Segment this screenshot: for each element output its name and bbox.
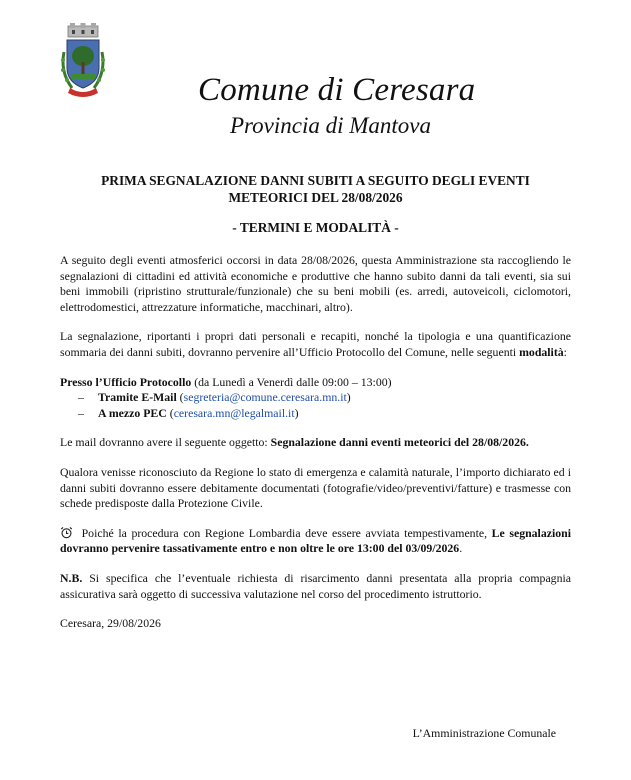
office-line (60, 375, 571, 391)
contact-email-item (60, 390, 571, 406)
office-hours: (da Lunedì a Venerdì dalle 09:00 – 13:00) (191, 374, 392, 389)
nb-text: Si specifica che l’eventuale richiesta di risarcimento danni presentata alla propria compagnia assicurativa sarà oggetto di successiva valutazione nel corso del procedimento istruttorio. (60, 570, 571, 601)
modalities-paragraph (60, 329, 571, 360)
notice-heading-line1: PRIMA SEGNALAZIONE DANNI SUBITI A SEGUITO DEGLI EVENTI (101, 173, 530, 188)
notice-heading-line2: METEORICI DEL 28/08/2026 (228, 190, 403, 205)
list-dash: – (78, 405, 84, 420)
paren-close: ) (346, 390, 351, 405)
mail-subject-paragraph (60, 435, 571, 451)
deadline-text: Poiché la procedura con Regione Lombardia deve essere avviata tempestivamente, (77, 525, 492, 540)
contact-pec-label: A mezzo PEC (98, 405, 167, 420)
contact-list (60, 390, 571, 421)
list-dash: – (78, 390, 84, 405)
paren-close: ) (294, 405, 299, 420)
modalities-end: : (563, 344, 567, 359)
paren-open: ( (166, 405, 174, 420)
nb-label: N.B. (60, 570, 83, 585)
mail-subject-text: Le mail dovranno avere il seguente oggetto: (60, 435, 271, 450)
mail-subject-bold: Segnalazione danni eventi meteorici del 28/08/2026. (270, 435, 529, 450)
modalities-text: La segnalazione, riportanti i propri dati personali e recapiti, nonché la tipologia e una quantificazione sommaria dei danni subiti, dovranno pervenire all’Ufficio Protocollo del Comune, nelle seguenti (60, 329, 571, 359)
email-link[interactable]: segreteria@comune.ceresara.mn.it (183, 390, 347, 405)
contact-pec-item (60, 406, 571, 422)
pec-link[interactable]: ceresara.mn@legalmail.it (173, 405, 295, 420)
notice-heading (60, 172, 571, 206)
alarm-clock-icon (60, 526, 73, 539)
regione-paragraph: Qualora venisse riconosciuto da Regione lo stato di emergenza e calamità naturale, l’importo dichiarato ed i danni subiti dovranno essere debitamente documentati (fotografie/video/preventivi/fatture) e trasmesse con schede predisposte dalla Protezione Civile. (60, 464, 571, 511)
notice-subheading: - TERMINI E MODALITÀ - (232, 220, 399, 235)
deadline-end: . (459, 541, 463, 556)
deadline-paragraph (60, 526, 571, 557)
deadline-bold: Le segnalazioni dovranno pervenire tassativamente entro e non oltre le ore 13:00 del 03/09/2026 (60, 525, 571, 556)
contact-email-label: Tramite E-Mail (98, 390, 177, 405)
paren-open: ( (176, 390, 184, 405)
signature: L’Amministrazione Comunale (412, 726, 556, 740)
office-label: Presso l’Ufficio Protocollo (60, 374, 192, 389)
modalities-bold: modalità (519, 344, 564, 359)
place-date: Ceresara, 29/08/2026 (60, 616, 161, 631)
notice-body (60, 253, 571, 632)
municipality-title: Comune di Ceresara (198, 72, 476, 108)
province-subtitle: Provincia di Mantova (230, 113, 431, 138)
municipal-crest-icon (58, 22, 108, 106)
intro-paragraph: A seguito degli eventi atmosferici occorsi in data 28/08/2026, questa Amministrazione sta raccogliendo le segnalazioni di cittadini ed attività economiche e produttive che hanno subito danni da tali eventi, sia sui beni immobili (ripristino strutturale/funzionale) che su beni mobili (es. arredi, autoveicoli, ciclomotori, elettrodomestici, attrezzature informatiche, macchinari, altro). (60, 253, 571, 314)
nb-paragraph (60, 571, 571, 602)
